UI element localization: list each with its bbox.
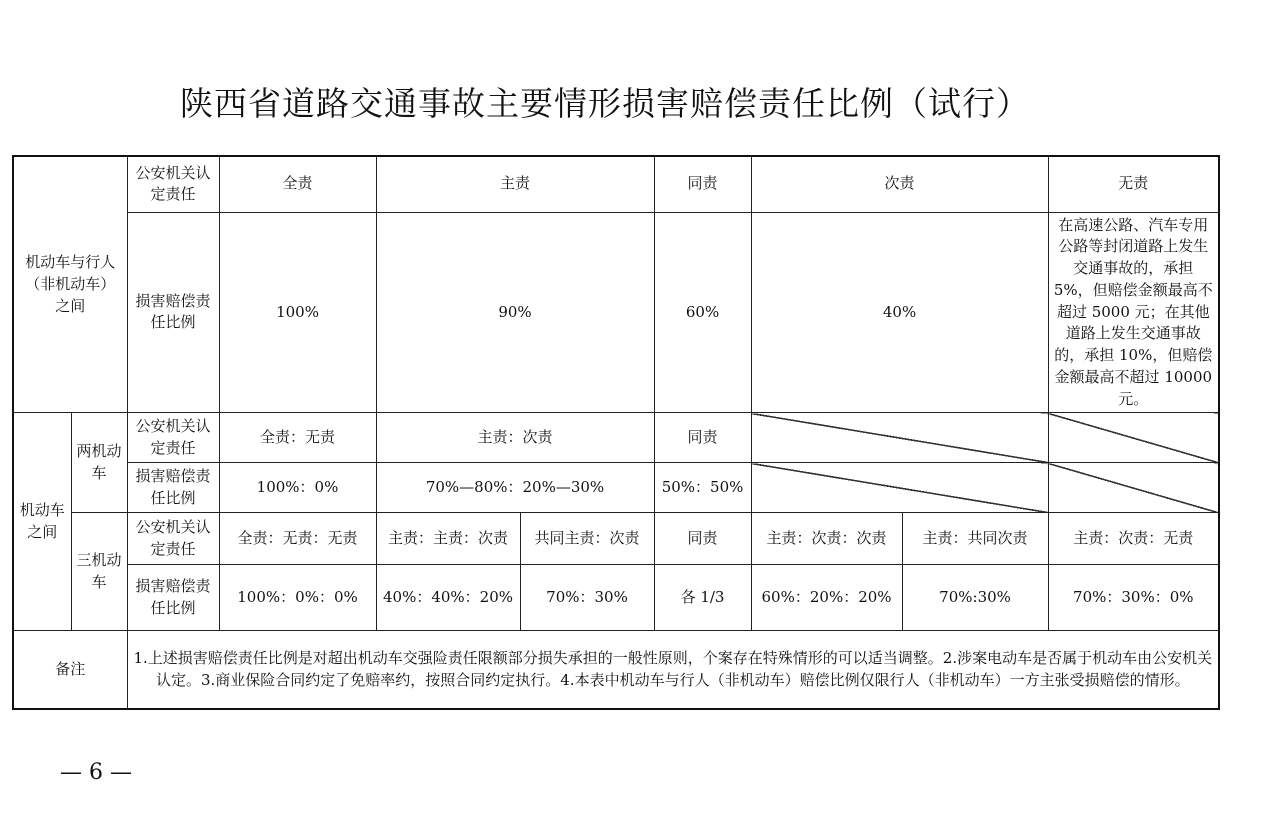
three-ratio-5: 70%:30% [902,565,1048,631]
three-ratio-6: 70%：30%：0% [1048,565,1219,631]
notes-label: 备注 [13,631,127,709]
two-liability-full-none: 全责：无责 [219,413,376,463]
three-liability-0: 全责：无责：无责 [219,513,376,565]
two-ratio-row [13,463,1219,513]
two-liability-row [13,413,1219,463]
two-liability-empty-diagonal-none [1048,413,1219,463]
ped-liability-full: 全责 [219,156,376,212]
three-ratio-1: 40%：40%：20% [376,565,520,631]
ped-ratio-main: 90% [376,212,654,413]
ped-section-label: 机动车与行人（非机动车）之间 [13,156,127,413]
two-ratio-empty-diagonal [751,463,1048,513]
two-ratio-equal: 50%：50% [654,463,751,513]
two-ratio-empty-diagonal-none [1048,463,1219,513]
three-ratio-2: 70%：30% [520,565,654,631]
ped-no-fault-text: 在高速公路、汽车专用公路等封闭道路上发生交通事故的，承担 5%，但赔偿金额最高不超过 5000 元；在其他道路上发生交通事故的，承担 10%，但赔偿金额最高不超过 10000 元。 [1048,212,1219,413]
page-number: — 6 — [60,760,132,785]
three-liability-2: 共同主责：次责 [520,513,654,565]
two-liability-empty-diagonal [751,413,1048,463]
three-ratio-row [13,565,1219,631]
three-liability-5: 主责：共同次责 [902,513,1048,565]
three-ratio-3: 各 1/3 [654,565,751,631]
three-ratio-4: 60%：20%：20% [751,565,902,631]
three-liability-3: 同责 [654,513,751,565]
three-liability-1: 主责：主责：次责 [376,513,520,565]
two-ratio-full-none: 100%：0% [219,463,376,513]
two-ratio-main-secondary: 70%—80%：20%—30% [376,463,654,513]
ped-ratio-full: 100% [219,212,376,413]
notes-text: 1.上述损害赔偿责任比例是对超出机动车交强险责任限额部分损失承担的一般性原则，个案存在特殊情形的可以适当调整。2.涉案电动车是否属于机动车由公安机关认定。3.商业保险合同约定了免赔率约，按照合同约定执行。4.本表中机动车与行人（非机动车）赔偿比例仅限行人（非机动车）一方主张受损赔偿的情形。 [127,631,1219,709]
ped-ratio-row [13,212,1219,413]
ped-liability-main: 主责 [376,156,654,212]
ped-liability-row-label: 公安机关认定责任 [127,156,219,212]
liability-ratio-table [12,155,1220,710]
three-vehicles-label: 三机动车 [71,513,127,631]
three-liability-row-label: 公安机关认定责任 [127,513,219,565]
three-liability-row [13,513,1219,565]
two-liability-equal: 同责 [654,413,751,463]
two-liability-row-label: 公安机关认定责任 [127,413,219,463]
ped-ratio-secondary: 40% [751,212,1048,413]
two-liability-main-secondary: 主责：次责 [376,413,654,463]
ped-liability-secondary: 次责 [751,156,1048,212]
three-ratio-row-label: 损害赔偿责任比例 [127,565,219,631]
two-ratio-row-label: 损害赔偿责任比例 [127,463,219,513]
notes-row [13,631,1219,709]
document-title: 陕西省道路交通事故主要情形损害赔偿责任比例（试行） [180,84,1030,123]
ped-liability-none: 无责 [1048,156,1219,212]
vehicles-section-label: 机动车之间 [13,413,71,631]
ped-liability-equal: 同责 [654,156,751,212]
three-liability-4: 主责：次责：次责 [751,513,902,565]
ped-ratio-row-label: 损害赔偿责任比例 [127,212,219,413]
ped-ratio-equal: 60% [654,212,751,413]
ped-liability-row [13,156,1219,212]
two-vehicles-label: 两机动车 [71,413,127,513]
three-liability-6: 主责：次责：无责 [1048,513,1219,565]
three-ratio-0: 100%：0%：0% [219,565,376,631]
